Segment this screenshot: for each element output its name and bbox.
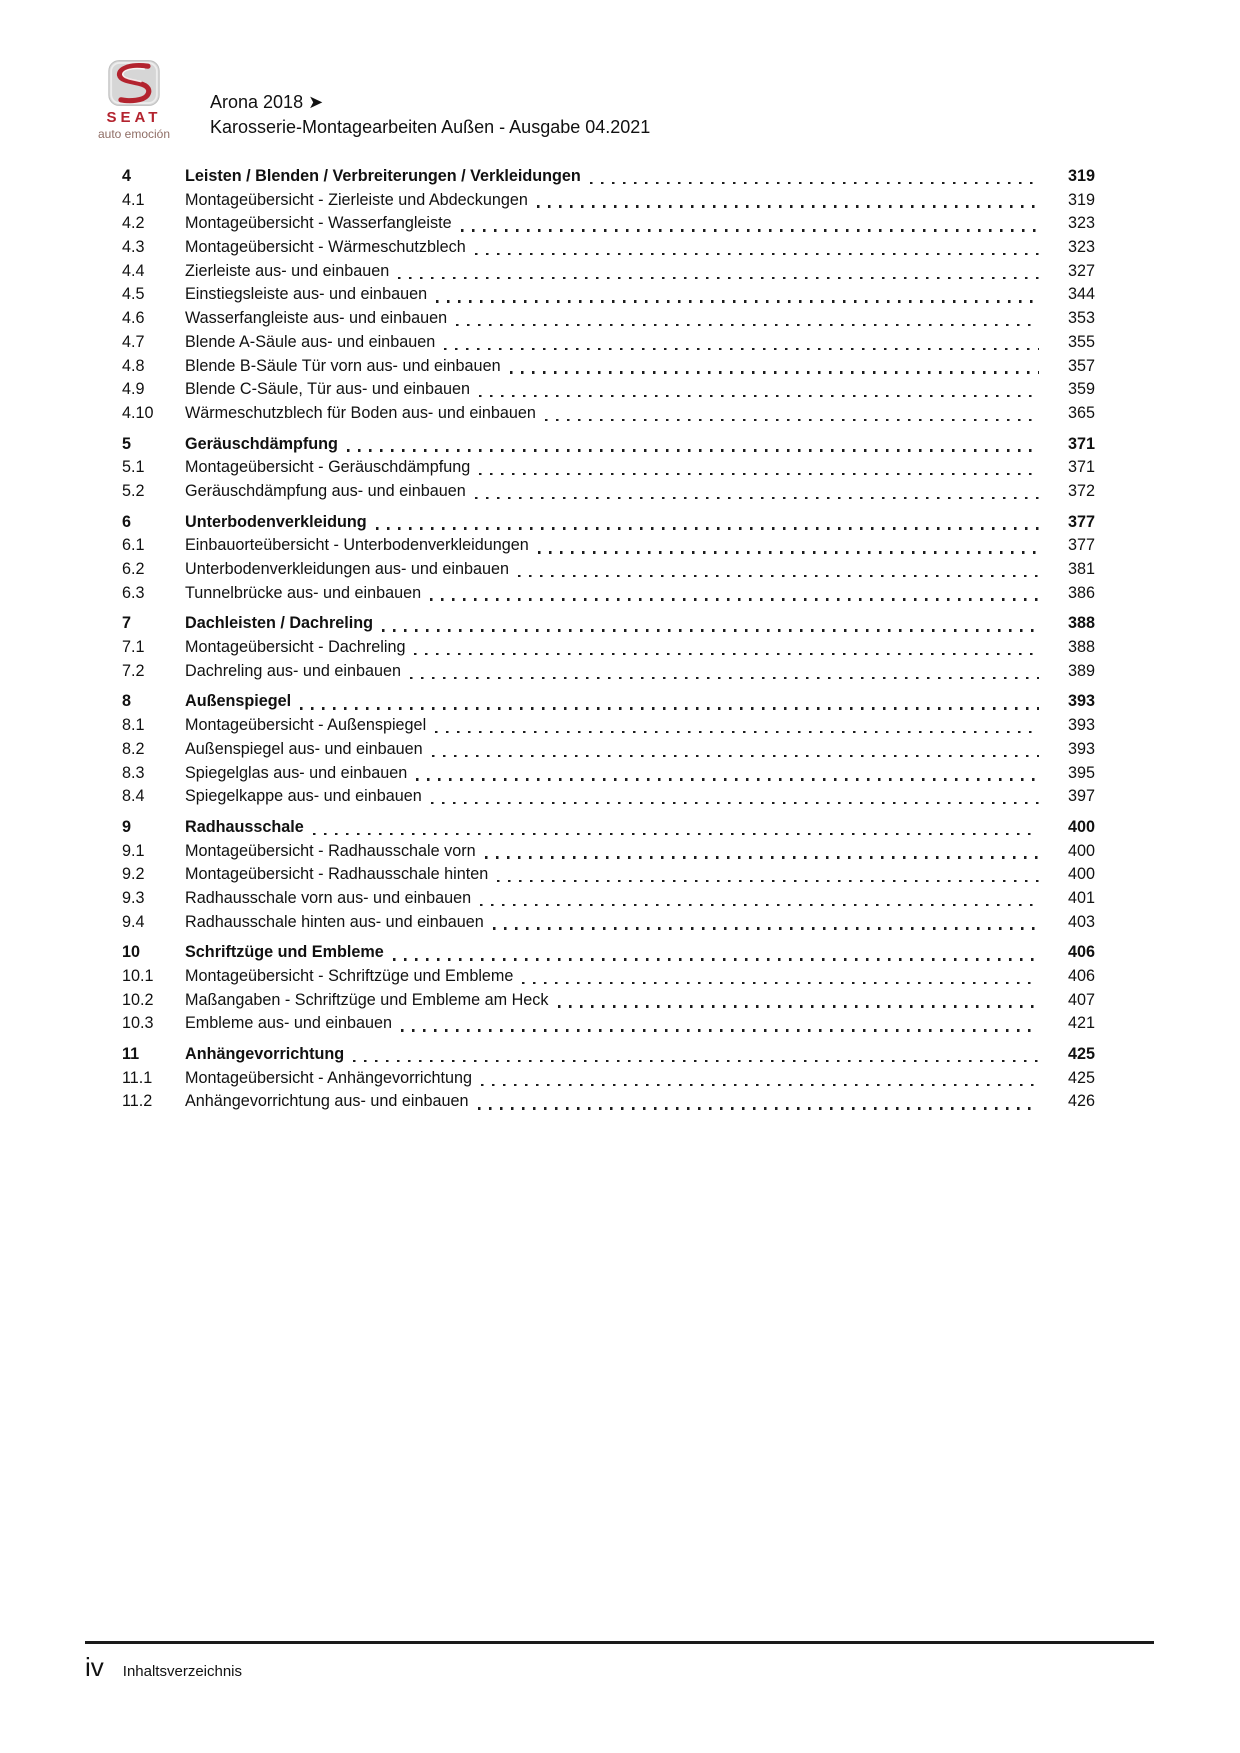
- toc-entry-number: 10: [122, 943, 141, 962]
- toc-entry-title: Einstiegsleiste aus- und einbauen: [185, 285, 428, 304]
- toc-entry-title: Blende B-Säule Tür vorn aus- und einbauen: [185, 356, 501, 375]
- dot-leader: [435, 731, 1039, 733]
- toc-entry: [122, 355, 1095, 379]
- dot-leader: [538, 551, 1039, 553]
- toc-entry-page: 393: [1067, 692, 1095, 711]
- dot-leader: [493, 927, 1039, 929]
- toc-entry-number: 8.3: [122, 763, 145, 782]
- toc-entry: [122, 965, 1095, 989]
- toc-entry-title: Radhausschale vorn aus- und einbauen: [185, 888, 472, 907]
- dot-leader: [382, 629, 1039, 631]
- toc-entry-number: 4.6: [122, 309, 145, 328]
- toc-entry-number: 8.4: [122, 787, 145, 806]
- toc-entry-number: 4.4: [122, 261, 145, 280]
- toc-entry-title: Dachleisten / Dachreling: [185, 614, 374, 633]
- seat-tagline: auto emoción: [97, 127, 171, 141]
- toc-entry-page: 400: [1067, 865, 1095, 884]
- toc-entry: [122, 762, 1095, 786]
- toc-entry-title: Wärmeschutzblech für Boden aus- und einbauen: [185, 403, 536, 422]
- toc-entry: [122, 1090, 1095, 1114]
- toc-entry-number: 6: [122, 512, 132, 531]
- toc-entry-page: 425: [1067, 1045, 1095, 1064]
- toc-entry-title: Embleme aus- und einbauen: [185, 1014, 392, 1033]
- header-titles: [210, 90, 650, 140]
- dot-leader: [518, 575, 1039, 577]
- toc-entry: [122, 558, 1095, 582]
- toc-entry-title: Montageübersicht - Radhausschale hinten: [185, 865, 489, 884]
- toc-entry: [122, 433, 1095, 457]
- toc-entry: [122, 456, 1095, 480]
- dot-leader: [436, 300, 1039, 302]
- toc-entry: [122, 714, 1095, 738]
- dot-leader: [313, 833, 1039, 835]
- dot-leader: [456, 324, 1039, 326]
- seat-emblem-icon: [106, 58, 162, 108]
- toc-entry-title: Montageübersicht - Radhausschale vorn: [185, 841, 476, 860]
- toc-entry-number: 6.1: [122, 536, 145, 555]
- toc-entry: [122, 1012, 1095, 1036]
- toc-entry-page: 365: [1067, 403, 1095, 422]
- dot-leader: [416, 778, 1039, 780]
- toc-entry-page: 426: [1067, 1092, 1095, 1111]
- toc-entry-page: 395: [1067, 763, 1095, 782]
- toc-entry-number: 4.7: [122, 332, 145, 351]
- toc-entry-page: 381: [1067, 560, 1095, 578]
- toc-entry: [122, 582, 1095, 606]
- toc-entry-number: 7.1: [122, 638, 145, 657]
- toc-entry-title: Wasserfangleiste aus- und einbauen: [185, 309, 448, 328]
- toc-entry-page: 353: [1067, 309, 1095, 328]
- toc-entry-number: 7.2: [122, 661, 145, 680]
- dot-leader: [300, 707, 1039, 709]
- dot-leader: [478, 1107, 1040, 1109]
- toc-entry-page: 393: [1067, 739, 1095, 758]
- toc-entry-number: 11.2: [122, 1092, 153, 1111]
- model-line: Arona 2018 ➤: [210, 92, 324, 113]
- toc-entry: [122, 840, 1095, 864]
- toc-entry-page: 377: [1067, 536, 1095, 555]
- toc-entry: [122, 738, 1095, 762]
- toc-entry-page: 377: [1067, 512, 1095, 531]
- dot-leader: [475, 497, 1039, 499]
- dot-leader: [347, 449, 1039, 451]
- dot-leader: [376, 527, 1039, 529]
- toc-entry-title: Montageübersicht - Wasserfangleiste: [185, 214, 452, 233]
- toc-entry-page: 344: [1067, 285, 1095, 304]
- table-of-contents: [122, 158, 1095, 1114]
- toc-entry-number: 9.2: [122, 865, 145, 884]
- toc-entry-number: 4: [122, 167, 132, 185]
- toc-entry-title: Geräuschdämpfung: [185, 434, 338, 453]
- toc-entry: [122, 534, 1095, 558]
- toc-entry-number: 9.4: [122, 912, 145, 931]
- dot-leader: [410, 677, 1039, 679]
- dot-leader: [430, 598, 1039, 600]
- toc-entry-number: 11.1: [122, 1068, 153, 1087]
- toc-entry-page: 323: [1067, 238, 1095, 257]
- dot-leader: [558, 1005, 1040, 1007]
- toc-entry: [122, 212, 1095, 236]
- toc-entry-title: Montageübersicht - Wärmeschutzblech: [185, 238, 466, 257]
- footer-section-label: Inhaltsverzeichnis: [122, 1663, 243, 1680]
- footer-divider: [85, 1641, 1154, 1644]
- toc-entry-page: 371: [1067, 434, 1095, 453]
- toc-entry-number: 4.1: [122, 190, 145, 209]
- toc-entry: [122, 612, 1095, 636]
- toc-entry-page: 403: [1067, 912, 1095, 931]
- dot-leader: [431, 802, 1039, 804]
- toc-entry: [122, 307, 1095, 331]
- toc-entry-title: Radhausschale hinten aus- und einbauen: [185, 912, 484, 931]
- toc-entry: [122, 283, 1095, 307]
- toc-entry-number: 9.1: [122, 841, 145, 860]
- dot-leader: [480, 904, 1039, 906]
- toc-entry-number: 9: [122, 817, 132, 836]
- toc-entry: [122, 887, 1095, 911]
- dot-leader: [461, 229, 1039, 231]
- toc-entry-page: 355: [1067, 332, 1095, 351]
- toc-entry-page: 319: [1067, 167, 1095, 185]
- toc-entry: [122, 236, 1095, 260]
- toc-entry-title: Anhängevorrichtung aus- und einbauen: [185, 1092, 469, 1111]
- toc-entry-page: 388: [1067, 614, 1095, 633]
- toc-entry-title: Unterbodenverkleidungen aus- und einbauen: [185, 560, 509, 578]
- toc-entry-page: 371: [1067, 458, 1095, 477]
- toc-entry-number: 9.3: [122, 888, 145, 907]
- toc-entry: [122, 165, 1095, 189]
- document-title: Karosserie-Montagearbeiten Außen - Ausgabe 04.2021: [210, 116, 651, 137]
- toc-entry-page: 400: [1067, 817, 1095, 836]
- toc-entry: [122, 941, 1095, 965]
- toc-entry-title: Schriftzüge und Embleme: [185, 943, 384, 962]
- toc-entry-title: Blende C-Säule, Tür aus- und einbauen: [185, 380, 470, 399]
- toc-entry-page: 388: [1067, 638, 1095, 657]
- dot-leader: [479, 473, 1039, 475]
- toc-entry-number: 5.1: [122, 458, 145, 477]
- dot-leader: [537, 205, 1039, 207]
- toc-entry-page: 389: [1067, 661, 1095, 680]
- toc-entry-number: 8: [122, 692, 132, 711]
- dot-leader: [401, 1029, 1039, 1031]
- toc-entry: [122, 863, 1095, 887]
- dot-leader: [353, 1060, 1039, 1062]
- toc-entry-title: Außenspiegel: [185, 692, 292, 711]
- dot-leader: [414, 653, 1039, 655]
- toc-entry-page: 397: [1067, 787, 1095, 806]
- dot-leader: [545, 419, 1039, 421]
- toc-entry: [122, 402, 1095, 426]
- dot-leader: [497, 880, 1039, 882]
- toc-entry-number: 11: [122, 1045, 140, 1064]
- toc-entry: [122, 480, 1095, 504]
- toc-entry-title: Spiegelkappe aus- und einbauen: [185, 787, 422, 806]
- toc-entry-number: 6.2: [122, 560, 145, 578]
- toc-entry-number: 4.5: [122, 285, 145, 304]
- toc-entry: [122, 785, 1095, 809]
- toc-entry: [122, 378, 1095, 402]
- toc-entry-page: 406: [1067, 967, 1095, 985]
- dot-leader: [475, 253, 1039, 255]
- toc-entry-page: 393: [1067, 716, 1095, 735]
- dot-leader: [393, 958, 1039, 960]
- toc-entry-title: Einbauorteübersicht - Unterbodenverkleidungen: [185, 536, 529, 555]
- dot-leader: [522, 982, 1039, 984]
- toc-entry-title: Dachreling aus- und einbauen: [185, 661, 401, 680]
- toc-entry-title: Anhängevorrichtung: [185, 1045, 345, 1064]
- toc-entry: [122, 331, 1095, 355]
- toc-entry-title: Montageübersicht - Anhängevorrichtung: [185, 1068, 473, 1087]
- toc-entry-title: Blende A-Säule aus- und einbauen: [185, 332, 436, 351]
- toc-entry: [122, 260, 1095, 284]
- toc-entry-page: 386: [1067, 583, 1095, 602]
- toc-entry-number: 4.9: [122, 380, 145, 399]
- dot-leader: [432, 755, 1039, 757]
- page-header: [82, 58, 650, 140]
- toc-entry-title: Radhausschale: [185, 817, 304, 836]
- toc-entry-page: 372: [1067, 481, 1095, 500]
- toc-entry: [122, 636, 1095, 660]
- toc-entry: [122, 511, 1095, 535]
- dot-leader: [590, 182, 1039, 184]
- toc-entry-page: 421: [1067, 1014, 1095, 1033]
- page-number: iv: [85, 1652, 104, 1682]
- toc-entry-title: Maßangaben - Schriftzüge und Embleme am Heck: [185, 990, 549, 1009]
- toc-entry-number: 4.2: [122, 214, 145, 233]
- dot-leader: [481, 1084, 1039, 1086]
- toc-entry-number: 6.3: [122, 583, 145, 602]
- page-footer: [85, 1652, 242, 1683]
- dot-leader: [444, 348, 1039, 350]
- dot-leader: [510, 371, 1039, 373]
- toc-entry-title: Montageübersicht - Geräuschdämpfung: [185, 458, 471, 477]
- toc-entry-number: 8.2: [122, 739, 145, 758]
- seat-logo: [82, 58, 186, 140]
- toc-entry-title: Unterbodenverkleidung: [185, 512, 367, 531]
- toc-entry-title: Tunnelbrücke aus- und einbauen: [185, 583, 422, 602]
- toc-entry-page: 407: [1067, 990, 1095, 1009]
- toc-entry: [122, 1067, 1095, 1091]
- toc-entry-title: Montageübersicht - Dachreling: [185, 638, 406, 657]
- toc-entry-number: 7: [122, 614, 132, 633]
- dot-leader: [398, 277, 1039, 279]
- toc-entry-page: 323: [1067, 214, 1095, 233]
- toc-entry: [122, 690, 1095, 714]
- toc-entry-page: 327: [1067, 261, 1095, 280]
- toc-entry-number: 10.2: [122, 990, 154, 1009]
- toc-entry-page: 319: [1067, 190, 1095, 209]
- toc-entry-title: Außenspiegel aus- und einbauen: [185, 739, 423, 758]
- toc-entry-number: 10.3: [122, 1014, 154, 1033]
- seat-wordmark: SEAT: [106, 109, 162, 126]
- toc-entry: [122, 1043, 1095, 1067]
- dot-leader: [479, 395, 1039, 397]
- toc-entry: [122, 189, 1095, 213]
- toc-entry-page: 400: [1067, 841, 1095, 860]
- toc-entry-page: 406: [1067, 943, 1095, 962]
- toc-entry-title: Spiegelglas aus- und einbauen: [185, 763, 408, 782]
- toc-entry-number: 4.3: [122, 238, 145, 257]
- toc-entry-page: 401: [1067, 888, 1095, 907]
- toc-entry-title: Montageübersicht - Schriftzüge und Embleme: [185, 967, 514, 985]
- toc-entry-number: 5.2: [122, 481, 145, 500]
- dot-leader: [485, 856, 1039, 858]
- toc-entry-title: Montageübersicht - Zierleiste und Abdeckungen: [185, 190, 528, 209]
- toc-entry-number: 8.1: [122, 716, 145, 735]
- toc-entry-number: 5: [122, 434, 132, 453]
- toc-entry-page: 359: [1067, 380, 1095, 399]
- toc-entry-page: 425: [1067, 1068, 1095, 1087]
- toc-entry: [122, 660, 1095, 684]
- toc-entry: [122, 989, 1095, 1013]
- toc-entry-number: 10.1: [122, 967, 154, 985]
- toc-entry-number: 4.10: [122, 403, 154, 422]
- toc-entry: [122, 816, 1095, 840]
- toc-entry-number: 4.8: [122, 356, 145, 375]
- toc-entry-title: Geräuschdämpfung aus- und einbauen: [185, 481, 466, 500]
- toc-entry-title: Leisten / Blenden / Verbreiterungen / Verkleidungen: [185, 167, 581, 185]
- toc-entry-title: Montageübersicht - Außenspiegel: [185, 716, 427, 735]
- toc-entry: [122, 911, 1095, 935]
- toc-entry-page: 357: [1067, 356, 1095, 375]
- toc-entry-title: Zierleiste aus- und einbauen: [185, 261, 390, 280]
